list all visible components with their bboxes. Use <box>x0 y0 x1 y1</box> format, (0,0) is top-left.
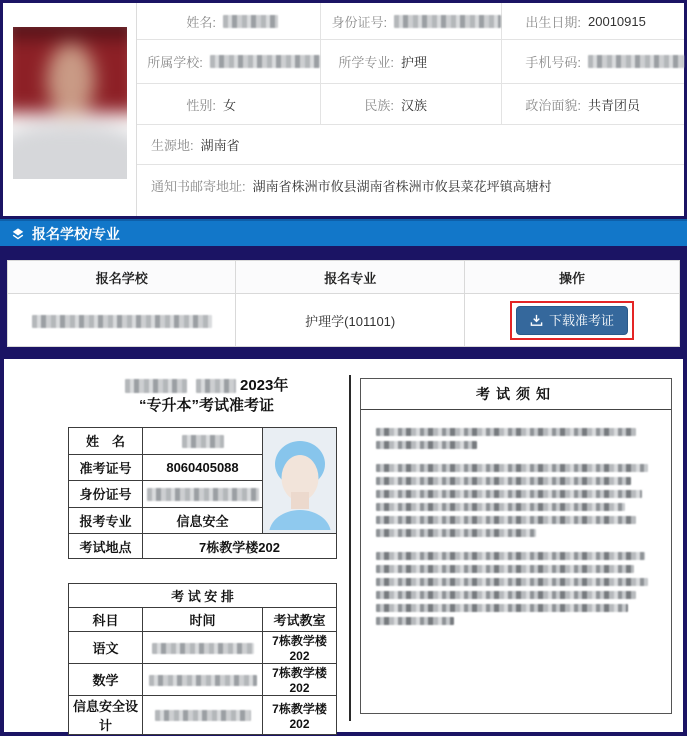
redacted-registration-school <box>32 315 212 328</box>
section-banner-title: 报名学校/专业 <box>32 225 120 242</box>
redacted-name-value <box>223 15 278 28</box>
registration-major-cell: 护理学(101101) <box>236 294 464 347</box>
redacted-text-line <box>376 477 631 485</box>
ticket-number-label: 准考证号 <box>69 454 143 481</box>
redacted-text-line <box>376 428 636 436</box>
registration-table <box>7 260 680 347</box>
schedule-row <box>69 696 337 735</box>
redacted-school-value <box>210 55 320 68</box>
gender-value: 女 <box>223 97 237 113</box>
ticket-id-value-cell <box>143 481 263 508</box>
field-gender-label: 性别: <box>186 97 216 113</box>
major-value: 护理 <box>401 55 428 70</box>
schedule-subject: 数学 <box>69 664 143 696</box>
field-origin-label: 生源地: <box>151 138 194 153</box>
redacted-ticket-name <box>182 435 224 448</box>
schedule-subject: 信息安全设计 <box>69 696 143 735</box>
student-form <box>137 3 684 216</box>
redacted-text-line <box>376 516 636 524</box>
political-status-value: 共青团员 <box>588 97 641 113</box>
field-birth-date <box>502 3 684 39</box>
schedule-row <box>69 664 337 696</box>
field-political-label: 政治面貌: <box>525 97 581 113</box>
exam-schedule-table <box>68 583 337 735</box>
schedule-title: 考 试 安 排 <box>69 584 337 608</box>
redacted-text-line <box>376 441 477 449</box>
exam-notice-body <box>361 410 671 625</box>
redacted-text-line <box>376 490 642 498</box>
field-school <box>137 40 321 83</box>
schedule-time-cell <box>143 696 263 735</box>
redacted-text-line <box>376 604 628 612</box>
redacted-exam-time <box>149 675 257 686</box>
ethnicity-value: 汉族 <box>401 97 428 113</box>
ticket-title <box>59 376 354 416</box>
redacted-text-line <box>376 552 645 560</box>
redacted-exam-time <box>155 710 251 721</box>
ticket-name-value-cell <box>143 428 263 455</box>
col-header-major: 报名专业 <box>236 261 464 294</box>
col-header-action: 操作 <box>464 261 679 294</box>
redacted-text-line <box>376 464 648 472</box>
redacted-exam-time <box>152 643 254 654</box>
field-origin <box>137 125 684 164</box>
ticket-name-label: 姓 名 <box>69 428 143 455</box>
field-major-label: 所学专业: <box>338 55 394 70</box>
schedule-row <box>69 632 337 664</box>
schedule-room: 7栋教学楼202 <box>263 696 337 735</box>
redacted-text-line <box>376 578 648 586</box>
section-divider-band <box>0 347 687 359</box>
field-ethnicity-label: 民族: <box>364 97 394 113</box>
ticket-site-value: 7栋教学楼202 <box>143 534 337 559</box>
schedule-time-cell <box>143 664 263 696</box>
ticket-photo-cell <box>263 428 337 534</box>
col-header-school: 报名学校 <box>8 261 236 294</box>
redacted-text-line <box>376 503 625 511</box>
ticket-id-label: 身份证号 <box>69 481 143 508</box>
field-ethnicity <box>321 84 502 124</box>
redacted-ticket-id <box>147 488 259 501</box>
section-banner <box>0 219 687 246</box>
avatar-placeholder-icon <box>264 428 336 530</box>
registration-action-cell <box>464 294 679 347</box>
schedule-col-room: 考试教室 <box>263 608 337 632</box>
registration-school-cell <box>8 294 236 347</box>
field-phone <box>502 40 684 83</box>
ticket-info-table <box>68 427 337 559</box>
student-photo <box>13 27 127 179</box>
redacted-ticket-school-name-2 <box>196 379 236 393</box>
exam-notice-title: 考试须知 <box>361 379 671 410</box>
download-ticket-label: 下载准考证 <box>548 312 614 328</box>
redacted-text-line <box>376 565 634 573</box>
student-info-panel <box>3 3 684 216</box>
field-address-label: 通知书邮寄地址: <box>151 179 246 194</box>
highlight-red-box <box>510 301 634 340</box>
redacted-text-line <box>376 617 454 625</box>
field-political-status <box>502 84 684 124</box>
field-name <box>137 3 321 39</box>
schedule-col-time: 时间 <box>143 608 263 632</box>
origin-value: 湖南省 <box>200 138 240 153</box>
ticket-major-label: 报考专业 <box>69 507 143 534</box>
registration-row <box>8 294 680 347</box>
layers-diamond-icon <box>11 227 25 241</box>
field-id-number <box>321 3 502 39</box>
schedule-room: 7栋教学楼202 <box>263 664 337 696</box>
redacted-id-value <box>394 15 501 28</box>
field-mailing-address <box>137 165 684 206</box>
ticket-site-label: 考试地点 <box>69 534 143 559</box>
blurred-portrait <box>13 27 127 179</box>
redacted-phone-value <box>588 55 684 68</box>
field-id-label: 身份证号: <box>331 14 388 30</box>
redacted-text-line <box>376 591 636 599</box>
admission-ticket-panel <box>4 359 683 732</box>
ticket-number-value: 8060405088 <box>143 454 263 481</box>
field-name-label: 姓名: <box>186 14 216 30</box>
field-major <box>321 40 502 83</box>
schedule-col-subject: 科目 <box>69 608 143 632</box>
ticket-title-year: 2023年 <box>239 377 289 394</box>
ticket-major-value: 信息安全 <box>143 507 263 534</box>
exam-notice-box <box>360 378 672 714</box>
student-photo-cell <box>3 3 137 216</box>
redacted-text-line <box>376 529 536 537</box>
registration-table-header <box>8 261 680 294</box>
ticket-title-line2: “专升本”考试准考证 <box>138 397 274 414</box>
schedule-time-cell <box>143 632 263 664</box>
schedule-subject: 语文 <box>69 632 143 664</box>
schedule-room: 7栋教学楼202 <box>263 632 337 664</box>
ticket-vertical-divider <box>349 375 351 721</box>
address-value: 湖南省株洲市攸县湖南省株洲市攸县菜花坪镇高塘村 <box>252 179 552 194</box>
field-school-label: 所属学校: <box>147 55 203 70</box>
field-gender <box>137 84 321 124</box>
download-icon <box>530 314 543 327</box>
field-birth-label: 出生日期: <box>525 14 581 30</box>
download-ticket-button[interactable] <box>516 306 628 335</box>
field-phone-label: 手机号码: <box>525 55 581 70</box>
birth-date-value: 20010915 <box>588 13 646 29</box>
redacted-ticket-school-name <box>125 379 187 393</box>
